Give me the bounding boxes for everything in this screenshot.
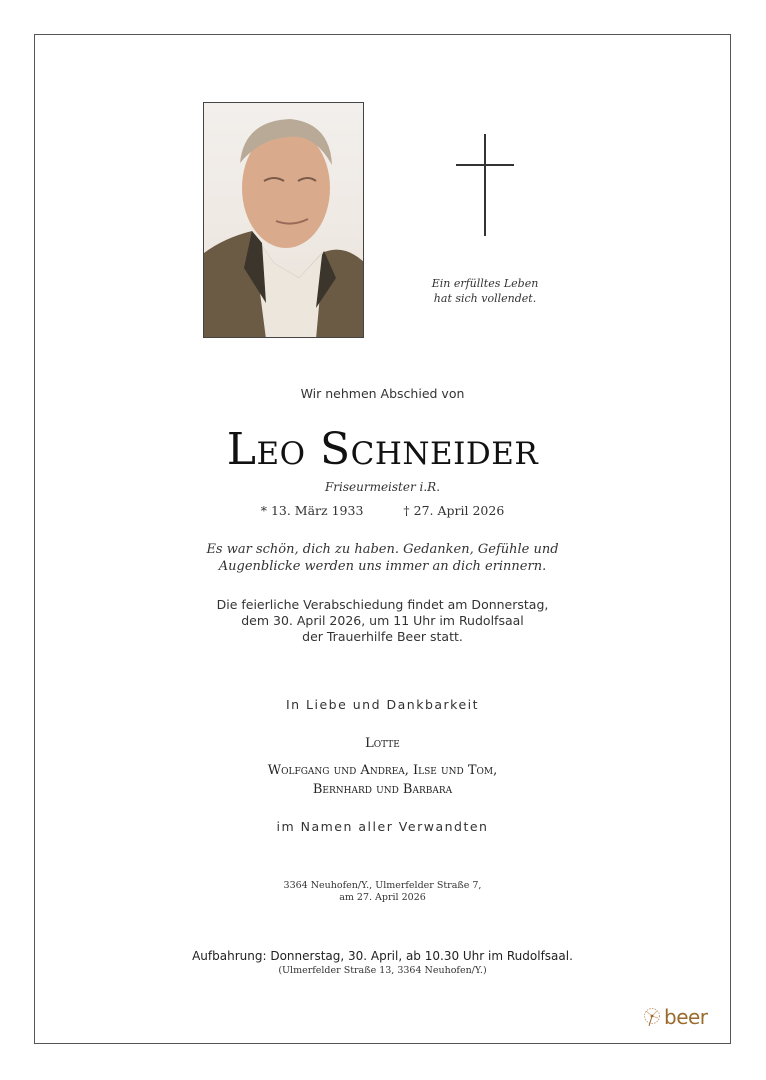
mourner-spouse: Lotte bbox=[365, 736, 400, 751]
ceremony-line: der Trauerhilfe Beer statt. bbox=[302, 629, 463, 644]
profession: Friseurmeister i.R. bbox=[324, 480, 441, 494]
address-date: am 27. April 2026 bbox=[339, 892, 426, 903]
funeral-home-logo bbox=[642, 1007, 708, 1027]
quote-line: Augenblicke werden uns immer an dich erinnern. bbox=[218, 559, 547, 574]
motto bbox=[400, 276, 570, 306]
mourner-family bbox=[34, 761, 731, 799]
ceremony-line: dem 30. April 2026, um 11 Uhr im Rudolfsaal bbox=[241, 613, 524, 628]
intro-text: Wir nehmen Abschied von bbox=[300, 386, 465, 401]
birth-date: * 13. März 1933 bbox=[260, 503, 364, 518]
motto-line: hat sich vollendet. bbox=[433, 292, 537, 305]
ceremony-line: Die feierliche Verabschiedung findet am Donnerstag, bbox=[216, 597, 549, 612]
mourners-closing: im Namen aller Verwandten bbox=[276, 819, 489, 834]
family-address bbox=[34, 880, 731, 904]
memorial-quote bbox=[34, 541, 731, 575]
viewing-info: Aufbahrung: Donnerstag, 30. April, ab 10.30 Uhr im Rudolfsaal. bbox=[192, 949, 573, 963]
death-date: † 27. April 2026 bbox=[403, 503, 505, 518]
life-dates bbox=[34, 503, 731, 518]
address-line: 3364 Neuhofen/Y., Ulmerfelder Straße 7, bbox=[283, 880, 482, 891]
deceased-name: Leo Schneider bbox=[226, 424, 539, 475]
mourners-intro: In Liebe und Dankbarkeit bbox=[285, 697, 480, 712]
cross-icon bbox=[456, 134, 514, 236]
dandelion-icon bbox=[642, 1007, 662, 1027]
logo-text: beer bbox=[664, 1005, 708, 1029]
viewing-address: (Ulmerfelder Straße 13, 3364 Neuhofen/Y.) bbox=[278, 965, 487, 976]
portrait-photo bbox=[203, 102, 364, 338]
quote-line: Es war schön, dich zu haben. Gedanken, Gefühle und bbox=[206, 542, 559, 557]
mourner-line: Wolfgang und Andrea, Ilse und Tom, bbox=[267, 763, 498, 778]
ceremony-info bbox=[34, 597, 731, 645]
mourner-line: Bernhard und Barbara bbox=[312, 782, 453, 797]
motto-line: Ein erfülltes Leben bbox=[431, 277, 539, 290]
